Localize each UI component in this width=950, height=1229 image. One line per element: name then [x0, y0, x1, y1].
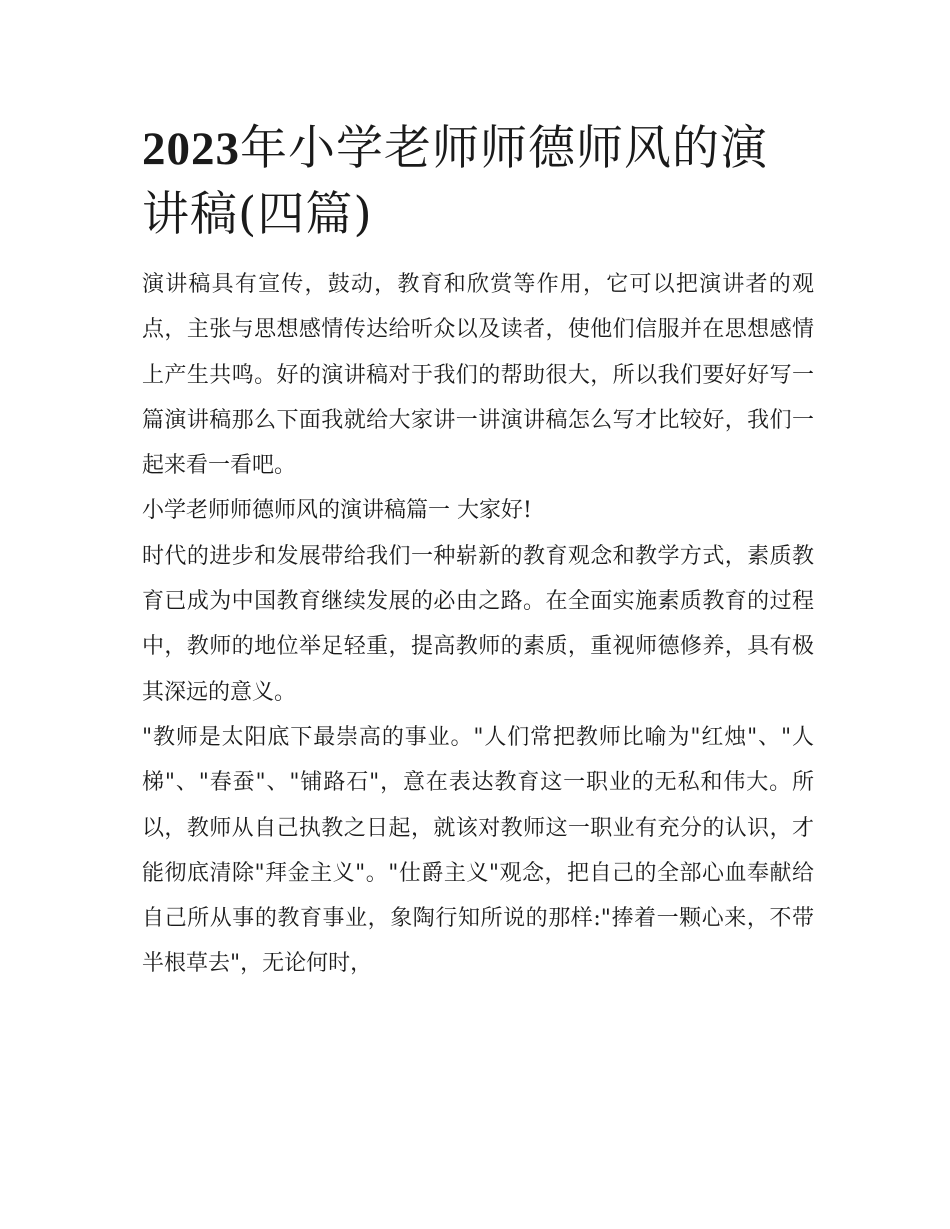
paragraph-section-heading: 小学老师师德师风的演讲稿篇一 大家好! [142, 498, 532, 524]
document-title [142, 116, 814, 248]
title-text: 年小学老师师德师风的演讲稿(四篇) [142, 121, 768, 242]
paragraph-body-1: 时代的进步和发展带给我们一种崭新的教育观念和教学方式，素质教育已成为中国教育继续发展的必由之路。在全面实施素质教育的过程中，教师的地位举足轻重，提高教师的素质，重视师德修养，具有极其深远的意义。 [142, 543, 814, 705]
document-body [142, 116, 814, 987]
paragraph-body-2: "教师是太阳底下最崇高的事业。"人们常把教师比喻为"红烛"、"人梯"、"春蚕"、"铺路石"，意在表达教育这一职业的无私和伟大。所以，教师从自己执教之日起，就该对教师这一职业有充分的认识，才能彻底清除"拜金主义"。"仕爵主义"观念，把自己的全部心血奉献给自己所从事的教育事业，象陶行知所说的那样:"捧着一颗心来，不带半根草去"，无论何时， [142, 724, 814, 977]
title-year: 2023 [142, 123, 240, 175]
paragraph-intro: 演讲稿具有宣传，鼓动，教育和欣赏等作用，它可以把演讲者的观点，主张与思想感情传达给听众以及读者，使他们信服并在思想感情上产生共鸣。好的演讲稿对于我们的帮助很大，所以我们要好好写一篇演讲稿那么下面我就给大家讲一讲演讲稿怎么写才比较好，我们一起来看一看吧。 [142, 272, 814, 479]
